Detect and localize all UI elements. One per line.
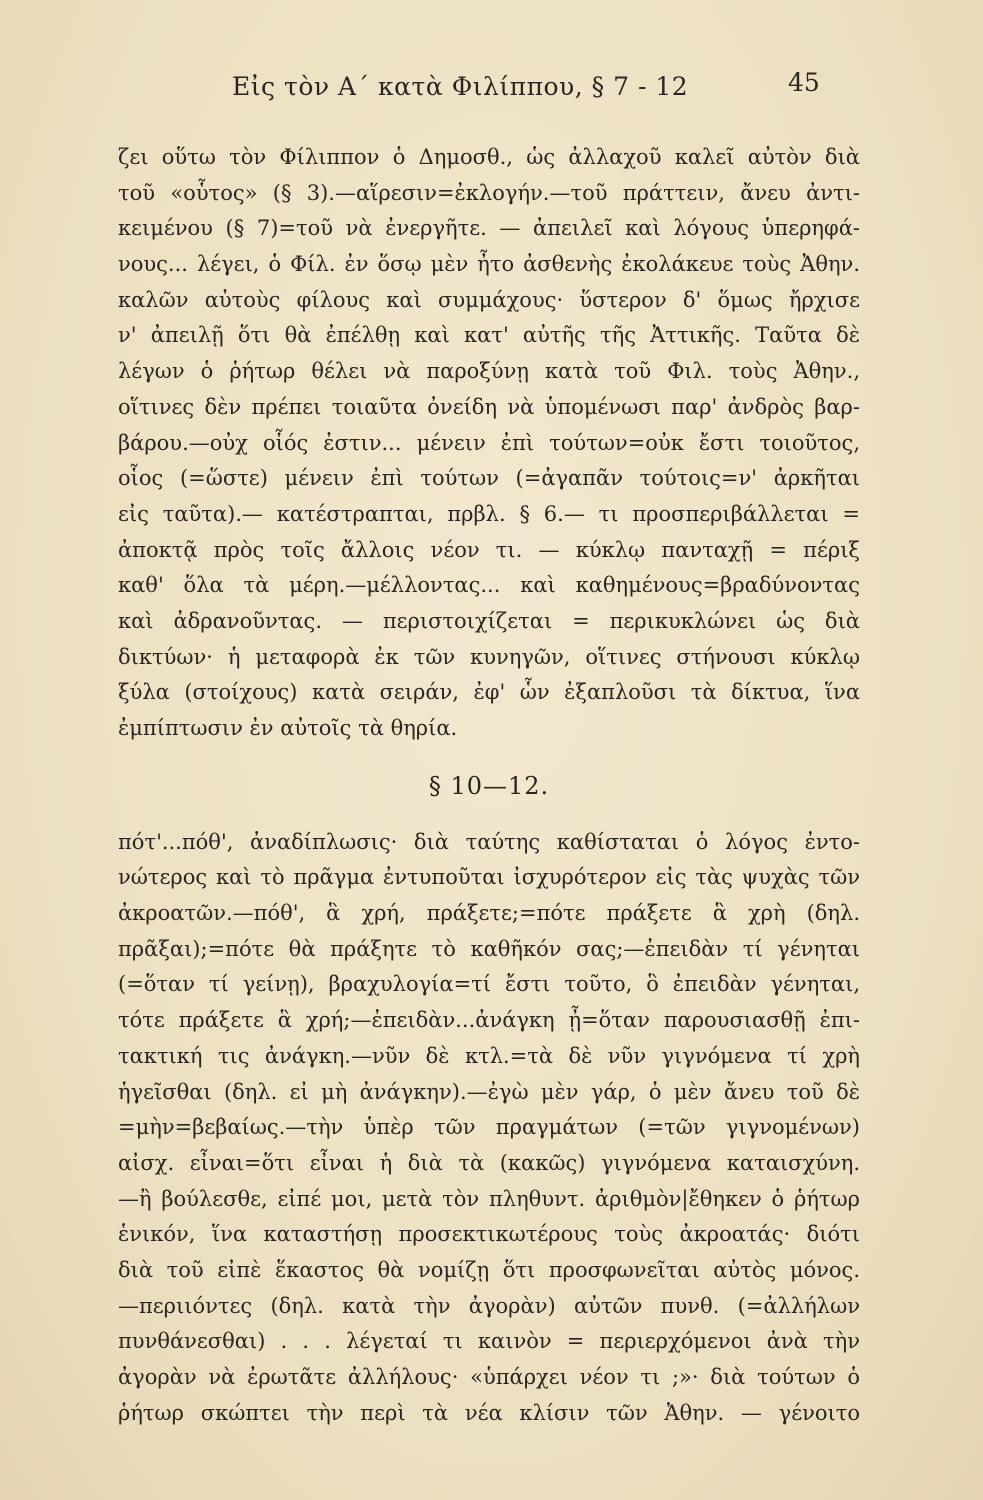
text-line: καθ' ὅλα τὰ μέρη.—μέλλοντας... καὶ καθημένους=βραδύνοντας xyxy=(118,573,860,598)
text-line: νώτερος καὶ τὸ πρᾶγμα ἐντυποῦται ἰσχυρότερον εἰς τὰς ψυχὰς τῶν xyxy=(118,865,860,890)
text-line: τότε πράξετε ἃ χρή;—ἐπειδὰν...ἀνάγκη ᾖ=ὅταν παρουσιασθῇ ἐπι- xyxy=(118,1008,860,1033)
text-line: εἰς ταῦτα).— κατέστραπται, πρβλ. § 6.— τι προσπεριβάλλεται = xyxy=(118,501,860,526)
paragraph-block-1 xyxy=(118,140,860,747)
text-line: πότ'...πόθ', ἀναδίπλωσις· διὰ ταύτης καθίσταται ὁ λόγος ἐντο- xyxy=(118,829,860,854)
text-line: οἷος (=ὥστε) μένειν ἐπὶ τούτων (=ἀγαπᾶν τούτοις=ν' ἀρκῆται xyxy=(118,466,860,491)
text-line: =μὴν=βεβαίως.—τὴν ὑπὲρ τῶν πραγμάτων (=τῶν γιγνομένων) xyxy=(118,1115,860,1140)
text-line: (=ὅταν τί γείνῃ), βραχυλογία=τί ἔστι τοῦτο, ὃ ἐπειδὰν γένηται, xyxy=(118,972,860,997)
text-line: ζει οὕτω τὸν Φίλιππον ὁ Δημοσθ., ὡς ἀλλαχοῦ καλεῖ αὐτὸν διὰ xyxy=(118,145,860,169)
text-line: ἀποκτᾷ πρὸς τοῖς ἄλλοις νέον τι. — κύκλῳ πανταχῇ = πέριξ xyxy=(118,537,860,562)
text-line: —ἢ βούλεσθε, εἰπέ μοι, μετὰ τὸν πληθυντ. ἀριθμὸν|ἔθηκεν ὁ ῥήτωρ xyxy=(118,1186,860,1211)
page-number: 45 xyxy=(788,68,820,97)
text-line: διὰ τοῦ εἰπὲ ἕκαστος θὰ νομίζῃ ὅτι προσφωνεῖται αὐτὸς μόνος. xyxy=(118,1257,860,1282)
text-line: ξύλα (στοίχους) κατὰ σειράν, ἐφ' ὧν ἐξαπλοῦσι τὰ δίκτυα, ἵνα xyxy=(118,680,860,705)
text-line: καλῶν αὐτοὺς φίλους καὶ συμμάχους· ὕστερον δ' ὅμως ἤρχισε xyxy=(118,287,860,312)
text-line: δικτύων· ἡ μεταφορὰ ἐκ τῶν κυνηγῶν, οἵτινες στήνουσι κύκλῳ xyxy=(118,644,860,669)
text-line: βάρου.—οὐχ οἷός ἐστιν... μένειν ἐπὶ τούτων=οὐκ ἔστι τοιοῦτος, xyxy=(118,430,860,455)
text-line: καὶ ἀδρανοῦντας. — περιστοιχίζεται = περικυκλώνει ὡς διὰ xyxy=(118,608,860,633)
running-head xyxy=(0,68,983,112)
text-line: τοῦ «οὗτος» (§ 3).—αἵρεσιν=ἐκλογήν.—τοῦ πράττειν, ἄνευ ἀντι- xyxy=(118,180,860,205)
text-line: πυνθάνεσθαι) . . . λέγεταί τι καινὸν = περιερχόμενοι ἀνὰ τὴν xyxy=(118,1329,860,1354)
text-line: ῥήτωρ σκώπτει τὴν περὶ τὰ νέα κλίσιν τῶν Ἀθην. — γένοιτο xyxy=(118,1400,860,1425)
section-heading: § 10—12. xyxy=(428,771,550,800)
text-line: ν' ἀπειλῇ ὅτι θὰ ἐπέλθῃ καὶ κατ' αὐτῆς τῆς Ἀττικῆς. Ταῦτα δὲ xyxy=(118,323,860,348)
text-line: λέγων ὁ ῥήτωρ θέλει νὰ παροξύνῃ κατὰ τοῦ Φιλ. τοὺς Ἀθην., xyxy=(118,359,860,384)
paragraph-block-2 xyxy=(118,825,860,1432)
text-line: ἐμπίπτωσιν ἐν αὐτοῖς τὰ θηρία. xyxy=(118,716,458,740)
text-line: πρᾶξαι);=πότε θὰ πράξητε τὸ καθῆκόν σας;—ἐπειδὰν τί γένηται xyxy=(118,936,860,961)
text-line: ἑνικόν, ἵνα καταστήσῃ προσεκτικωτέρους τοὺς ἀκροατάς· διότι xyxy=(118,1222,860,1247)
text-line: —περιιόντες (δηλ. κατὰ τὴν ἀγορὰν) αὐτῶν πυνθ. (=ἀλλήλων xyxy=(118,1293,860,1318)
text-line: ἡγεῖσθαι (δηλ. εἰ μὴ ἀνάγκην).—ἐγὼ μὲν γάρ, ὁ μὲν ἄνευ τοῦ δὲ xyxy=(118,1079,860,1104)
text-line: ἀκροατῶν.—πόθ', ἃ χρή, πράξετε;=πότε πράξετε ἃ χρὴ (δηλ. xyxy=(118,901,860,926)
text-line: νους... λέγει, ὁ Φίλ. ἐν ὅσῳ μὲν ἦτο ἀσθενὴς ἐκολάκευε τοὺς Ἀθην. xyxy=(118,252,860,277)
running-title: Εἰς τὸν Α΄ κατὰ Φιλίππου, § 7 - 12 xyxy=(232,72,689,101)
text-line: οἵτινες δὲν πρέπει τοιαῦτα ὀνείδη νὰ ὑπομένωσι παρ' ἀνδρὸς βαρ- xyxy=(118,394,860,419)
text-line: ἀγορὰν νὰ ἐρωτᾶτε ἀλλήλους· «ὑπάρχει νέον τι ;»· διὰ τούτων ὁ xyxy=(118,1365,860,1389)
text-line: κειμένου (§ 7)=τοῦ νὰ ἐνεργῆτε. — ἀπειλεῖ καὶ λόγους ὑπερηφά- xyxy=(118,216,860,241)
text-line: τακτική τις ἀνάγκη.—νῦν δὲ κτλ.=τὰ δὲ νῦν γιγνόμενα τί χρὴ xyxy=(118,1043,860,1068)
body-text xyxy=(118,140,860,1431)
text-line: αἰσχ. εἶναι=ὅτι εἶναι ἡ διὰ τὰ (κακῶς) γιγνόμενα καταισχύνη. xyxy=(118,1150,860,1175)
